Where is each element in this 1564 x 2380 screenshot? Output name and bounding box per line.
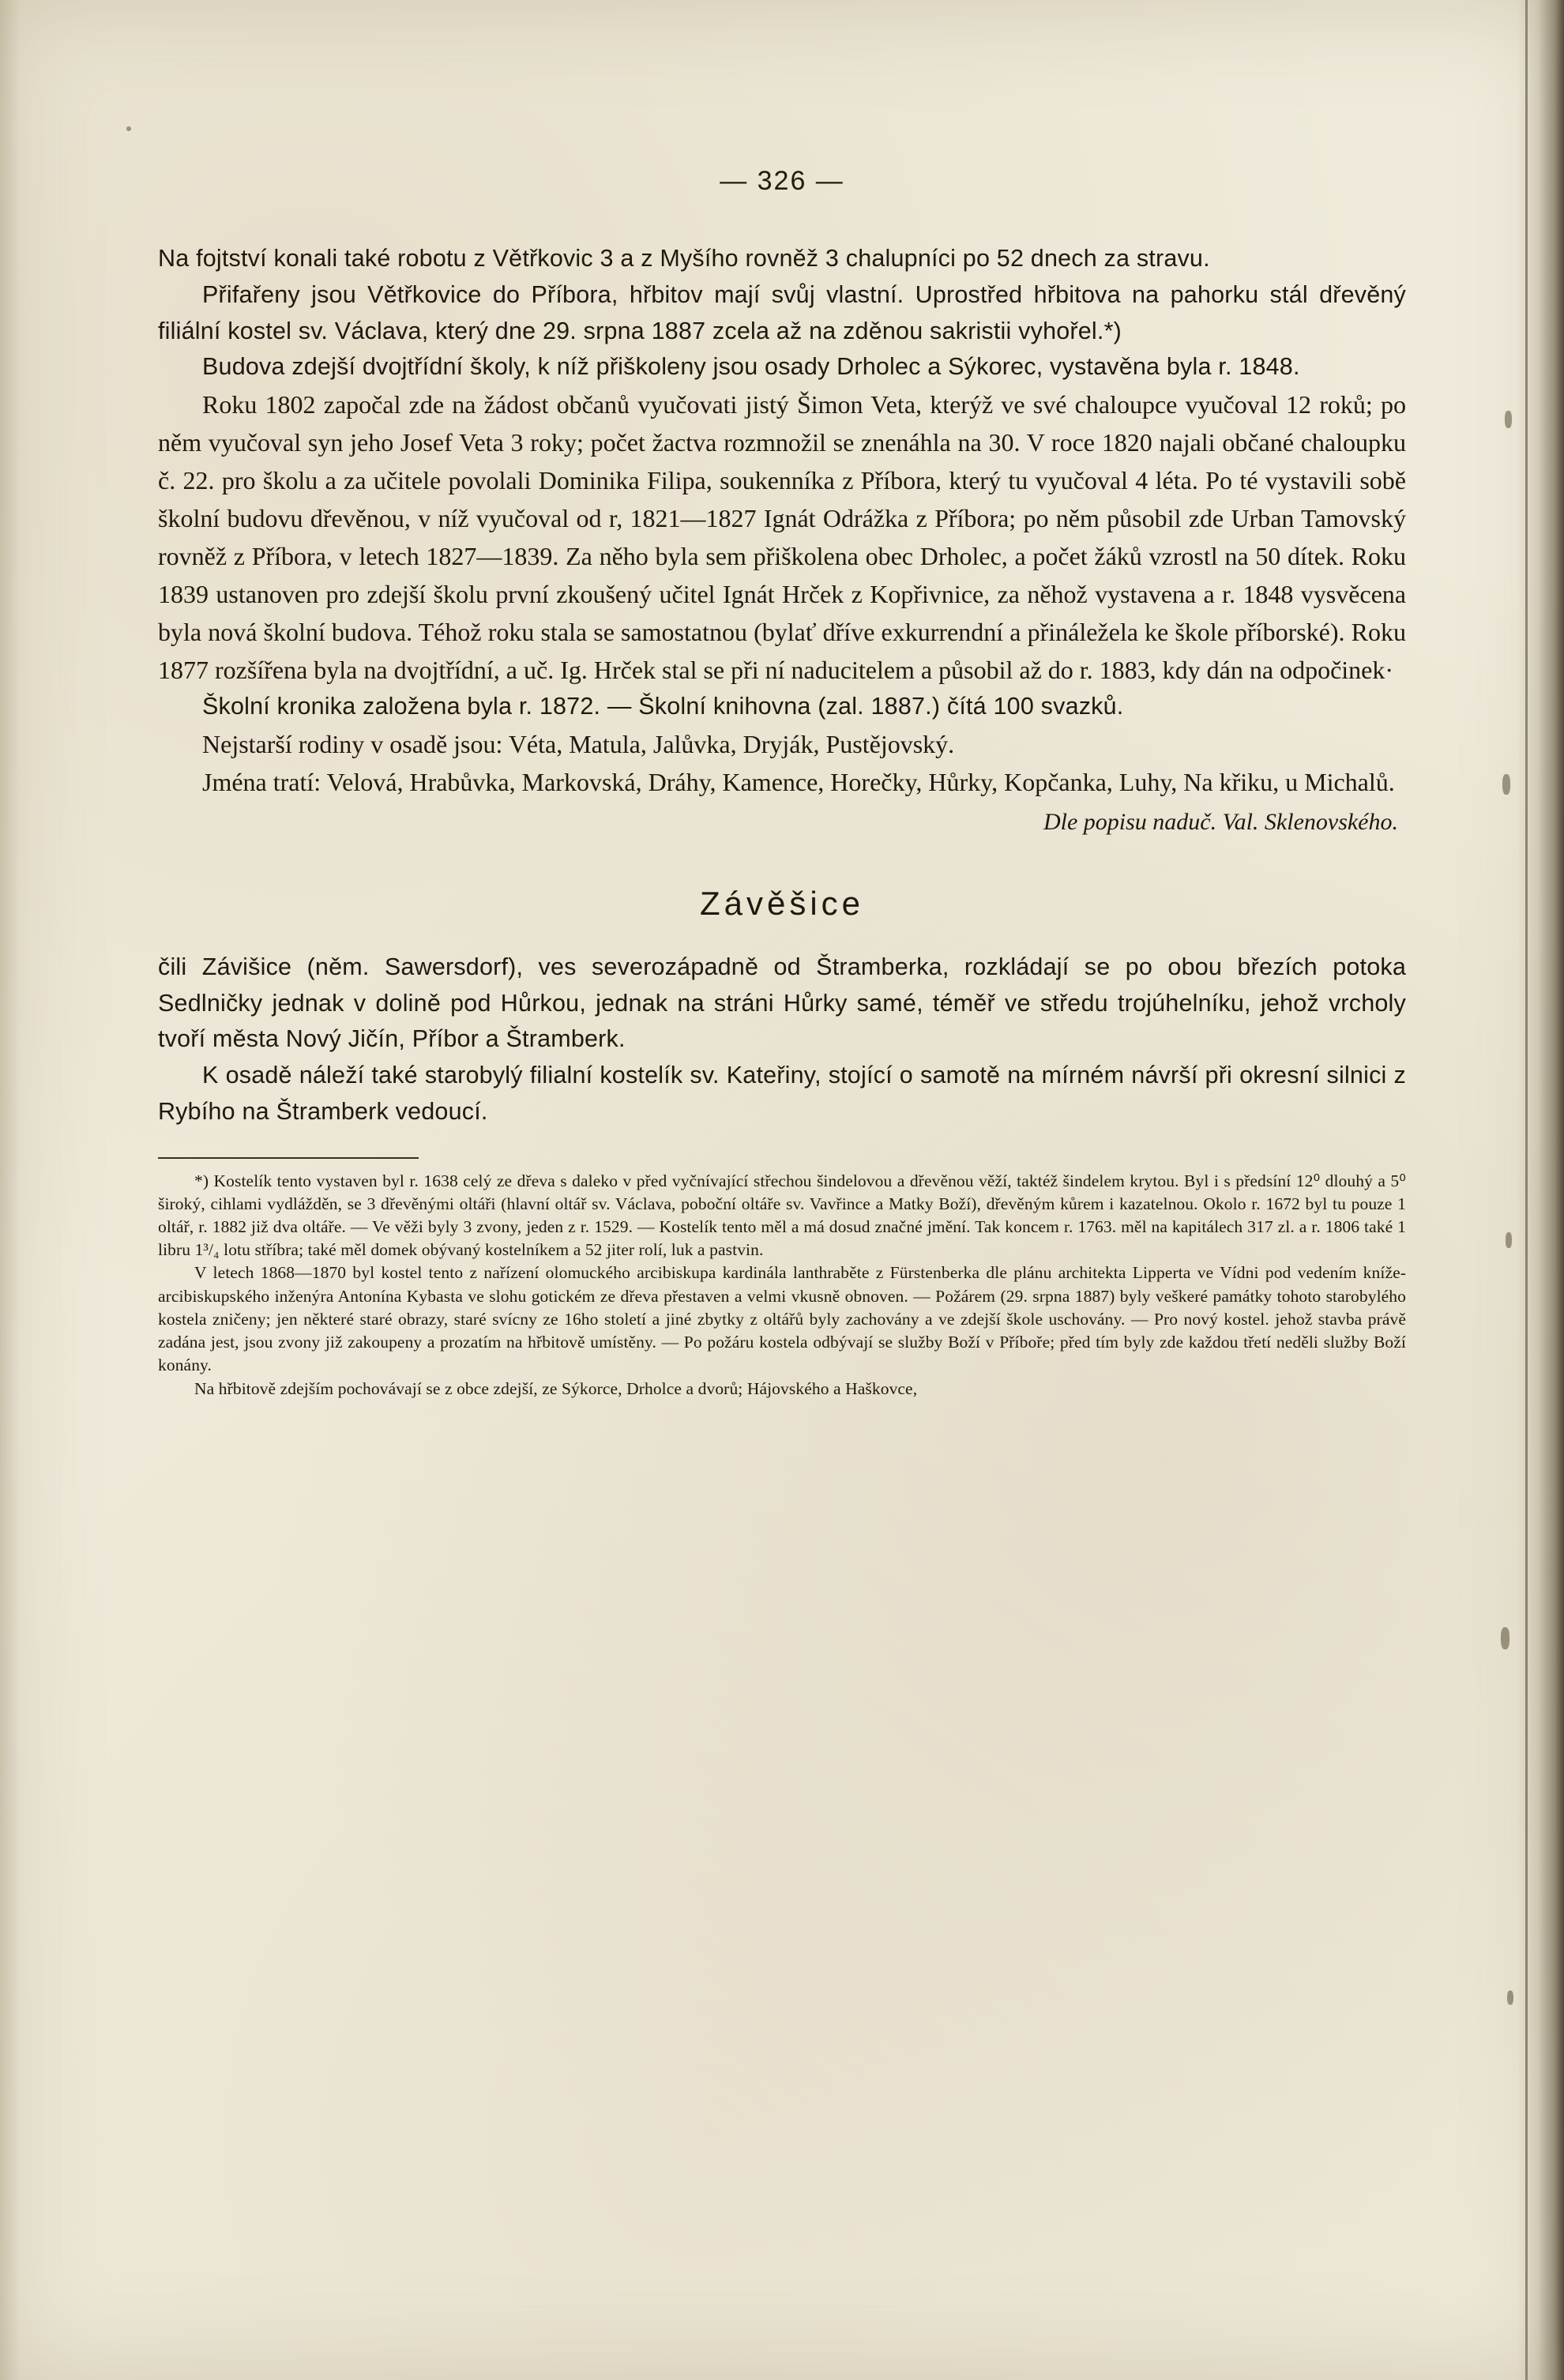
school-history-block	[158, 385, 1406, 689]
attribution-signature: Dle popisu naduč. Val. Sklenovského.	[1043, 808, 1398, 835]
paragraph: Roku 1802 započal zde na žádost občanů vyučovati jistý Šimon Veta, kterýž ve své chaloupce vyučoval 12 roků; po něm vyučoval syn jeho Josef Veta 3 roky; počet žactva rozmnožil se znenáhla na 30. V roce 1820 najali občané chaloupku č. 22. pro školu a za učitele povolali Dominika Filipa, soukenníka z Příbora, který tu vyučoval 4 léta. Po té vystavili sobě školní budovu dřevěnou, v níž vyučoval od r, 1821—1827 Ignát Odrážka z Příbora; po něm působil zde Urban Tamovský rovněž z Příbora, v letech 1827—1839. Za něho byla sem přiškolena obec Drholec, a počet žáků vzrostl na 50 dítek. Roku 1839 ustanoven pro zdejší školu první zkoušený učitel Ignát Hrček z Kopřivnice, za něhož vystavena a r. 1848 vysvěcena byla nová školní budova. Téhož roku stala se samostatnou (bylať dříve exkurrendní a přináležela ke škole příborské). Roku 1877 rozšířena byla na dvojtřídní, a uč. Ig. Hrček stal se při ní naducitelem a působil až do r. 1883, kdy dán na odpočinek·	[158, 390, 1406, 684]
paper-speck	[1502, 774, 1510, 795]
chronicle-block	[158, 689, 1406, 725]
paragraph: Jména tratí: Velová, Hrabůvka, Markovská, Dráhy, Kamence, Horečky, Hůrky, Kopčanka, Luhy, Na křiku, u Michalů.	[202, 767, 1395, 796]
paragraph: K osadě náleží také starobylý filialní kostelík sv. Kateřiny, stojící o samotě na mírném návrší při okresní silnici z Rybího na Štramberk vedoucí.	[158, 1062, 1406, 1125]
paragraph: Nejstarší rodiny v osadě jsou: Véta, Matula, Jalůvka, Dryják, Pustějovský.	[202, 729, 955, 758]
page-content	[158, 166, 1406, 1401]
paragraph: Na fojtství konali také robotu z Větřkovic 3 a z Myšího rovněž 3 chalupníci po 52 dnech za stravu.	[158, 245, 1210, 272]
footnote: Na hřbitově zdejším pochovávají se z obce zdejší, ze Sýkorce, Drholce a dvorů; Hájovského a Haškovce,	[194, 1378, 918, 1398]
paper-speck	[1506, 1232, 1512, 1248]
paper-speck	[1501, 1627, 1509, 1649]
footnote-separator	[158, 1157, 419, 1159]
paragraph: Přifařeny jsou Větřkovice do Příbora, hřbitov mají svůj vlastní. Uprostřed hřbitova na pahorku stál dřevěný filiální kostel sv. Václava, který dne 29. srpna 1887 zcela až na zděnou sakristii vyhořel.*)	[158, 280, 1406, 344]
paper-speck	[1507, 1991, 1513, 2005]
paper-speck	[126, 126, 131, 131]
page-number: — 326 —	[720, 166, 844, 196]
paragraph: Školní kronika založena byla r. 1872. — Školní knihovna (zal. 1887.) čítá 100 svazků.	[202, 693, 1124, 720]
section-heading: Závěšice	[699, 884, 865, 922]
main-text-block	[158, 241, 1406, 385]
paragraph: čili Závišice (něm. Sawersdorf), ves severozápadně od Štramberka, rozkládají se po obou březích potoka Sedlničky jednak v dolině pod Hůrkou, jednak na stráni Hůrky samé, téměř ve středu trojúhelníku, jehož vrcholy tvoří města Nový Jičín, Příbor a Štramberk.	[158, 953, 1406, 1053]
page-edge-line	[1525, 0, 1528, 2380]
left-page-edge-shading	[0, 0, 21, 2380]
footnote: V letech 1868—1870 byl kostel tento z nařízení olomuckého arcibiskupa kardinála lanthraběte z Fürstenberka dle plánu architekta Lipperta ve Vídni pod vedením kníže-arcibiskupského inženýra Antonína Kybasta ve slohu gotickém ze dřeva přestaven a velmi vkusně obnoven. — Požárem (29. srpna 1887) byly veškeré památky tohoto starobylého kostela zničeny; jen některé staré obrazy, staré svícny ze 16ho století a jiné zbytky z oltářů byly zachovány a ve zdejší škole uschovány. — Pro nový kostel. jehož stavba právě zadána jest, jsou zvony již zakoupeny a prozatím na hřbitově umístěny. — Po požáru kostela odbývají se služby Boží v Příboře; před tím byly zde každou třetí neděli služby Boží konány.	[158, 1263, 1406, 1375]
book-binding-shadow	[1517, 0, 1564, 2380]
paper-speck	[1505, 411, 1512, 428]
footnote: *) Kostelík tento vystaven byl r. 1638 celý ze dřeva s daleko v před vyčnívající střechou šindelovou a dřevěnou věží, taktéž šindelem krytou. Byl i s předsíní 12⁰ dlouhý a 5⁰ široký, cihlami vydlážděn, se 3 dřevěnými oltáři (hlavní oltář sv. Václava, poboční oltáře sv. Vavřince a Matky Boží), dřevěným kůrem i kazatelnou. Okolo r. 1672 byl tu pouze 1 oltář, r. 1882 již dva oltáře. — Ve věži byly 3 zvony, jeden z r. 1529. — Kostelík tento měl a má dosud značné jmění. Tak koncem r. 1763. měl na kapitálech 317 zl. a r. 1806 také 1 libru 1³/₄ lotu stříbra; také měl domek obývaný kostelníkem a 52 jiter rolí, luk a pastvin.	[158, 1171, 1406, 1260]
footnotes-block	[158, 1170, 1406, 1401]
families-block	[158, 725, 1406, 836]
paragraph: Budova zdejší dvojtřídní školy, k níž přiškoleny jsou osady Drholec a Sýkorec, vystavěna byla r. 1848.	[202, 353, 1300, 381]
zavesice-block	[158, 949, 1406, 1130]
